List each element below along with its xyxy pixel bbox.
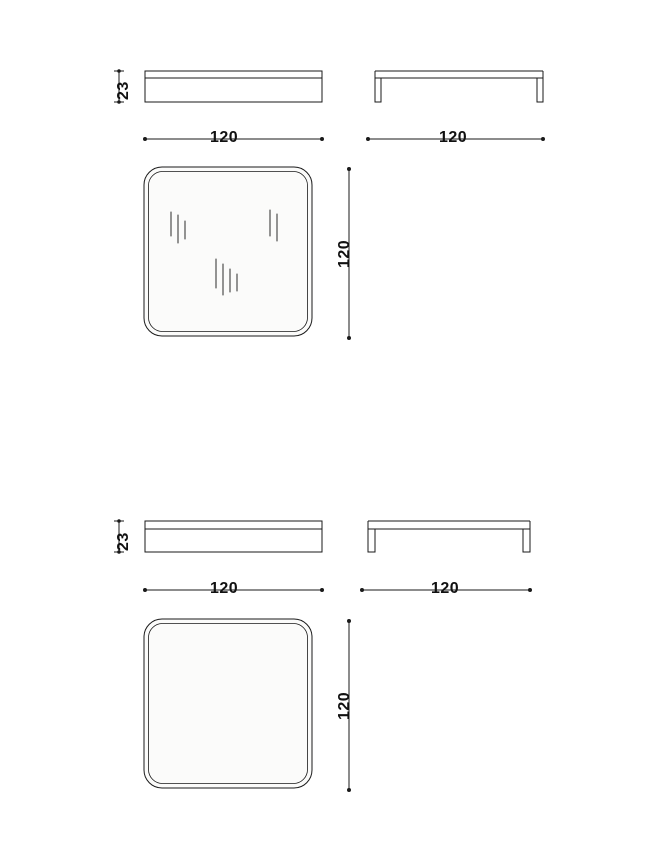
upper-front-elevation — [145, 71, 322, 102]
lower-plan-depth-label: 120 — [336, 691, 353, 720]
lower-plan-view — [144, 619, 312, 788]
upper-side-width-label: 120 — [439, 129, 468, 146]
upper-plan-depth-label: 120 — [336, 239, 353, 268]
lower-side-width-label: 120 — [431, 580, 460, 597]
upper-plan-view — [144, 167, 312, 336]
lower-front-elevation — [145, 521, 322, 552]
upper-front-width-label: 120 — [210, 129, 239, 146]
lower-front-width-label: 120 — [210, 580, 239, 597]
upper-side-elevation — [375, 71, 543, 102]
lower-side-elevation — [368, 521, 530, 552]
lower-height-label: 23 — [115, 532, 132, 551]
upper-height-label: 23 — [115, 81, 132, 100]
